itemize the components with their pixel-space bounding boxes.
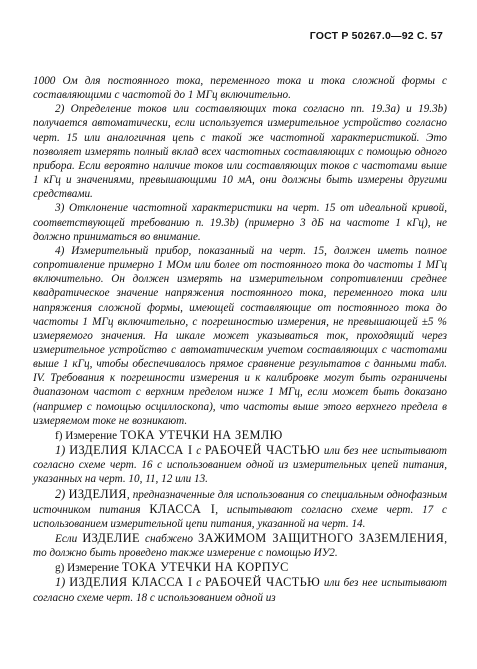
item-caps: РАБОЧЕЙ ЧАСТЬЮ: [204, 575, 321, 590]
item-caps: ИЗДЕЛИЯ: [68, 486, 127, 501]
section-g-caps: ТОКА УТЕЧКИ НА КОРПУС: [121, 560, 289, 575]
section-f-item-1: [33, 443, 447, 486]
section-f-note: [33, 531, 447, 560]
section-f-caps: ТОКА УТЕЧКИ НА ЗЕМЛЮ: [119, 427, 283, 442]
page-header: ГОСТ Р 50267.0—92 С. 57: [309, 30, 443, 42]
section-f-heading: [33, 428, 447, 443]
item-text: , то должно быть проведено также измерение с помощью ИУ2.: [33, 533, 447, 560]
item-caps: ЗАЖИМОМ ЗАЩИТНОГО ЗАЗЕМЛЕНИЯ: [198, 531, 445, 545]
section-g-heading: [33, 560, 447, 575]
paragraph-continuation: 1000 Ом для постоянного тока, переменного тока и тока сложной формы с составляющими с частотой до 1 МГц включительно.: [33, 75, 447, 102]
item-text: или без нее испытывают согласно схеме черт. 18 с использованием одной из: [33, 577, 447, 604]
paragraph-note-3: 3) Отклонение частотной характеристики на черт. 15 от идеальной кривой, соответствующей требованию п. 19.3b) (примерно 3 дБ на частоте 1 кГц), не должно приниматься во внимание.: [33, 202, 447, 243]
item-caps: ИЗДЕЛИЯ КЛАССА I: [69, 443, 193, 458]
section-g-prefix: g) Измерение: [55, 562, 122, 575]
item-text: Если: [55, 533, 83, 545]
item-caps: РАБОЧЕЙ ЧАСТЬЮ: [204, 443, 321, 458]
item-caps: ИЗДЕЛИЕ: [82, 531, 140, 545]
item-text: снабжено: [139, 533, 199, 545]
item-text: или без нее испытывают согласно схеме черт. 16 с использованием одной из измерительных цепей питания, указанных на черт. 10, 11, 12 или 13.: [33, 445, 447, 486]
item-text: с: [192, 445, 205, 458]
section-f-item-2: [33, 487, 447, 531]
document-body: [33, 74, 447, 605]
paragraph-note-2: 2) Определение токов или составляющих тока согласно пп. 19.3а) и 19.3b) получается автоматически, если используется измерительное устройство согласно черт. 15 или аналогичная цепь с такой же частотной характеристикой. Это позволяет измерять полный вклад всех частотных составляющих с помощью одного прибора. Если вероятно наличие токов или составляющих токов с частотами выше 1 кГц и значениями, превышающими 10 мА, они должны быть измерены другими средствами.: [33, 103, 447, 201]
item-number: 1): [55, 575, 70, 590]
item-text: , испытывают согласно схеме черт. 17 с использованием измерительной цепи питания, указанной на черт. 14.: [33, 503, 447, 530]
section-g-item-1: [33, 575, 447, 604]
paragraph-note-4: 4) Измерительный прибор, показанный на черт. 15, должен иметь полное сопротивление примерно 1 МОм или более от постоянного тока до частоты 1 МГц включительно. Он должен измерять на измерительном сопротивлении среднее квадратическое значение напряжения постоянного тока, переменного тока или напряжения сложной формы, имеющей составляющие от постоянного тока до частоты 1 МГц включительно, с погрешностью измерения, не превышающей ±5 % измеряемого значения. На шкале может указываться ток, проходящий через измерительное устройство с автоматическим учетом составляющих с частотами выше 1 кГц, чтобы обеспечивалось прямое сравнение результатов с данными табл. IV. Требования к погрешности измерения и к калибровке могут быть ограничены диапазоном частот с верхним пределом ниже 1 МГц, если может быть доказано (например с помощью осциллоскопа), что частоты выше этого верхнего предела в измеряемом токе не возникают.: [33, 244, 447, 427]
section-f-prefix: f) Измерение: [55, 429, 120, 442]
item-caps: КЛАССА I: [149, 501, 216, 516]
item-caps: ИЗДЕЛИЯ КЛАССА I: [69, 575, 193, 590]
item-text: , предназначенные для использования со специальным однофазным источником питания: [33, 488, 447, 516]
item-number: 2): [55, 486, 69, 501]
item-text: с: [192, 577, 205, 590]
item-number: 1): [55, 443, 70, 458]
